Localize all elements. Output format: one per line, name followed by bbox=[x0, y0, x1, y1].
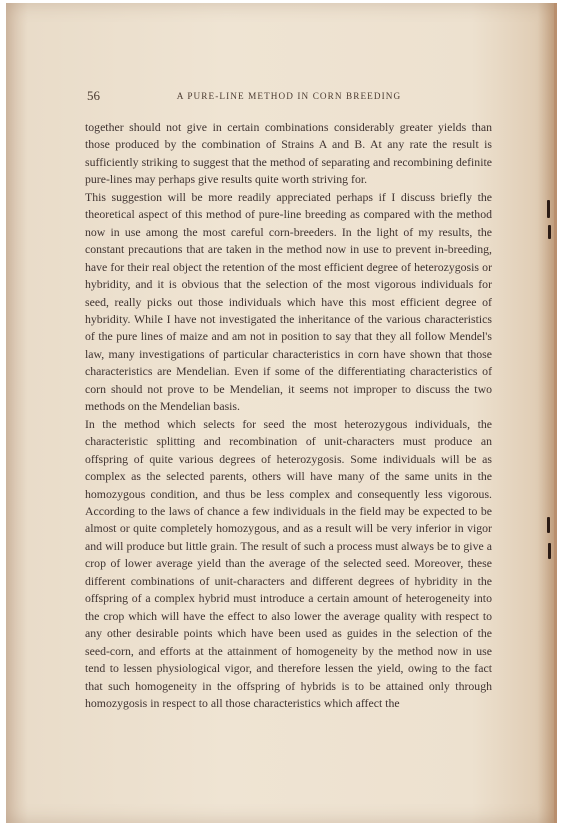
paragraph-1: together should not give in certain combinations considerably greater yields than those produced by the combination of Strains A and B. At any rate the result is sufficiently striking to suggest that the method of separating and recombining definite pure-lines may perhaps give results quite worth striving for. bbox=[85, 120, 492, 187]
paragraph-2: This suggestion will be more readily appreciated perhaps if I discuss briefly the theoretical aspect of this method of pure-line breeding as compared with the method now in use among the most careful corn-breeders. In the light of my results, the constant precautions that are taken in the method now in use to prevent in-breeding, have for their real object the retention of the most efficient degree of heterozygosis or hybridity, and it is obvious that the selection of the most vigorous individuals for seed, really picks out those individuals which have this most efficient degree of hybridity. While I have not investigated the inheritance of the various characteristics of the pure lines of maize and am not in position to say that they all follow Mendel's law, many investigations of particular characteristics in corn have shown that those characteristics are Mendelian. Even if some of the differentiating characteristics of corn should not prove to be Mendelian, it seems not improper to discuss the two methods on the Mendelian basis. bbox=[85, 189, 492, 414]
page-header bbox=[87, 88, 491, 105]
body-text bbox=[85, 119, 492, 712]
margin-mark bbox=[547, 517, 550, 533]
page-number: 56 bbox=[87, 88, 100, 103]
margin-mark bbox=[547, 200, 550, 218]
book-page bbox=[6, 3, 557, 823]
running-title: A PURE-LINE METHOD IN CORN BREEDING bbox=[176, 91, 402, 101]
paragraph-3: In the method which selects for seed the most heterozygous individuals, the characteristic splitting and recombination of unit-characters must produce an offspring of quite various degrees of heterozygosis. Some individuals will be as complex as the selected parents, others will have many of the same units in the homozygous condition, and thus be less complex and consequently less vigorous. According to the laws of chance a few individuals in the field may be expected to be almost or quite completely homozygous, and as a result will be very inferior in vigor and will produce but little grain. The result of such a process must always be to give a crop of lower average yield than the average of the selected seed. Moreover, these different combinations of unit-characters and different degrees of hybridity in the offspring of a complex hybrid must introduce a certain amount of heterogeneity into the crop which will have the effect to also lower the average quality with respect to any other desirable points which have been used as guides in the selection of the seed-corn, and efforts at the attainment of homogeneity by the method now in use tend to lessen physiological vigor, and therefore lessen the yield, owing to the fact that such homogeneity in the offspring of hybrids is to be attained only through homozygosis in respect to all those characteristics which affect the bbox=[85, 416, 492, 710]
margin-mark bbox=[548, 543, 551, 559]
margin-mark bbox=[548, 225, 551, 239]
